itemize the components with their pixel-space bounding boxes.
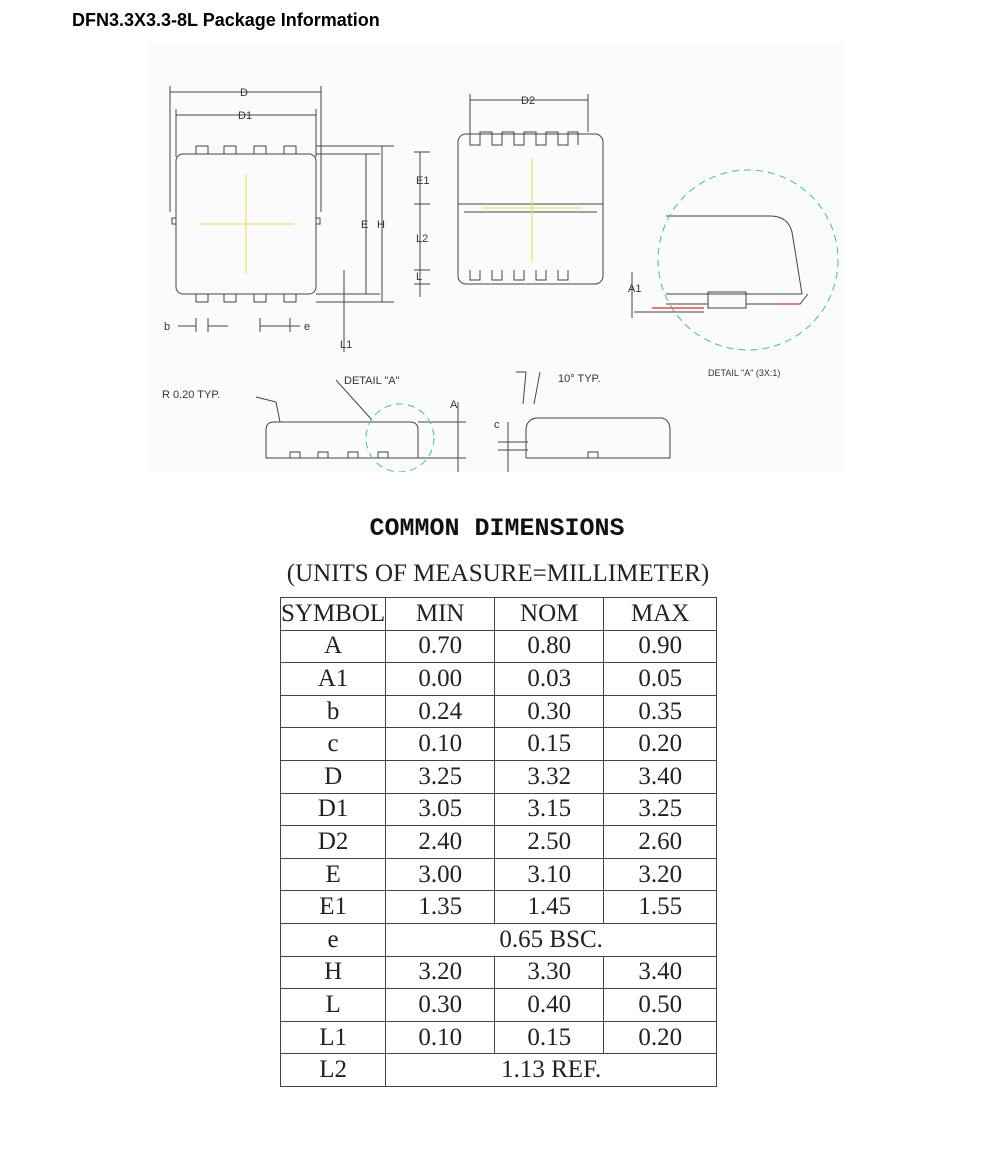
row-symbol: E1 — [281, 891, 386, 924]
row-nom: 2.50 — [495, 826, 604, 859]
row-min: 0.24 — [386, 695, 495, 728]
row-max: 0.05 — [604, 663, 717, 696]
label-e: e — [304, 321, 311, 333]
row-min: 3.20 — [386, 956, 495, 989]
row-symbol: E — [281, 858, 386, 891]
row-nom: 3.32 — [495, 760, 604, 793]
row-symbol: D1 — [281, 793, 386, 826]
label-b: b — [164, 321, 171, 333]
row-nom: 1.45 — [495, 891, 604, 924]
row-nom: 3.30 — [495, 956, 604, 989]
row-span-value: 0.65 BSC. — [386, 923, 717, 956]
label-L2: L2 — [416, 233, 429, 245]
header-max: MAX — [604, 598, 717, 631]
row-symbol: D — [281, 760, 386, 793]
row-symbol: c — [281, 728, 386, 761]
table-row — [281, 760, 717, 793]
row-nom: 3.15 — [495, 793, 604, 826]
label-L1: L1 — [340, 339, 353, 351]
table-row — [281, 793, 717, 826]
table-header-row — [281, 598, 717, 631]
dimensions-title: COMMON DIMENSIONS — [369, 514, 625, 543]
row-nom: 0.40 — [495, 989, 604, 1022]
label-H: H — [377, 219, 385, 231]
label-L: L — [416, 271, 423, 283]
row-symbol: H — [281, 956, 386, 989]
row-nom: 0.15 — [495, 1021, 604, 1054]
row-max: 2.60 — [604, 826, 717, 859]
table-row — [281, 728, 717, 761]
header-symbol: SYMBOL — [281, 598, 386, 631]
row-max: 0.20 — [604, 728, 717, 761]
label-E1: E1 — [416, 175, 430, 187]
row-span-value: 1.13 REF. — [386, 1054, 717, 1087]
row-symbol: L2 — [281, 1054, 386, 1087]
label-angle: 10° TYP. — [558, 373, 601, 385]
row-min: 0.70 — [386, 630, 495, 663]
row-symbol: b — [281, 695, 386, 728]
row-nom: 0.80 — [495, 630, 604, 663]
row-min: 3.25 — [386, 760, 495, 793]
row-min: 0.10 — [386, 1021, 495, 1054]
row-symbol: D2 — [281, 826, 386, 859]
row-nom: 0.15 — [495, 728, 604, 761]
label-A: A — [450, 399, 458, 411]
row-min: 0.30 — [386, 989, 495, 1022]
table-row — [281, 923, 717, 956]
label-detail-ref: DETAIL "A" — [344, 375, 400, 387]
row-max: 3.25 — [604, 793, 717, 826]
package-drawing — [148, 42, 844, 472]
row-max: 0.50 — [604, 989, 717, 1022]
table-row — [281, 858, 717, 891]
table-row — [281, 630, 717, 663]
table-row — [281, 826, 717, 859]
row-min: 0.10 — [386, 728, 495, 761]
table-row — [281, 1054, 717, 1087]
row-max: 3.20 — [604, 858, 717, 891]
table-row — [281, 891, 717, 924]
table-row — [281, 1021, 717, 1054]
row-nom: 0.03 — [495, 663, 604, 696]
row-symbol: L — [281, 989, 386, 1022]
row-symbol: A1 — [281, 663, 386, 696]
page-title: DFN3.3X3.3-8L Package Information — [72, 10, 380, 30]
row-nom: 3.10 — [495, 858, 604, 891]
row-symbol: A — [281, 630, 386, 663]
label-radius: R 0.20 TYP. — [162, 389, 221, 401]
row-max: 3.40 — [604, 956, 717, 989]
header-min: MIN — [386, 598, 495, 631]
row-min: 3.05 — [386, 793, 495, 826]
label-E: E — [361, 219, 369, 231]
row-min: 0.00 — [386, 663, 495, 696]
label-c: c — [494, 419, 500, 431]
label-detail-caption: DETAIL "A" (3X:1) — [708, 368, 781, 378]
table-row — [281, 663, 717, 696]
table-row — [281, 989, 717, 1022]
table-row — [281, 695, 717, 728]
row-min: 1.35 — [386, 891, 495, 924]
header-nom: NOM — [495, 598, 604, 631]
dimensions-table — [280, 597, 717, 1087]
row-min: 2.40 — [386, 826, 495, 859]
label-D1: D1 — [238, 110, 253, 122]
dimensions-subtitle: (UNITS OF MEASURE=MILLIMETER) — [286, 560, 710, 587]
label-A1: A1 — [628, 283, 642, 295]
row-min: 3.00 — [386, 858, 495, 891]
label-D: D — [240, 87, 248, 99]
label-D2: D2 — [521, 95, 536, 107]
row-nom: 0.30 — [495, 695, 604, 728]
row-max: 3.40 — [604, 760, 717, 793]
row-max: 0.20 — [604, 1021, 717, 1054]
row-max: 0.90 — [604, 630, 717, 663]
row-symbol: L1 — [281, 1021, 386, 1054]
row-max: 0.35 — [604, 695, 717, 728]
row-symbol: e — [281, 923, 386, 956]
row-max: 1.55 — [604, 891, 717, 924]
table-row — [281, 956, 717, 989]
